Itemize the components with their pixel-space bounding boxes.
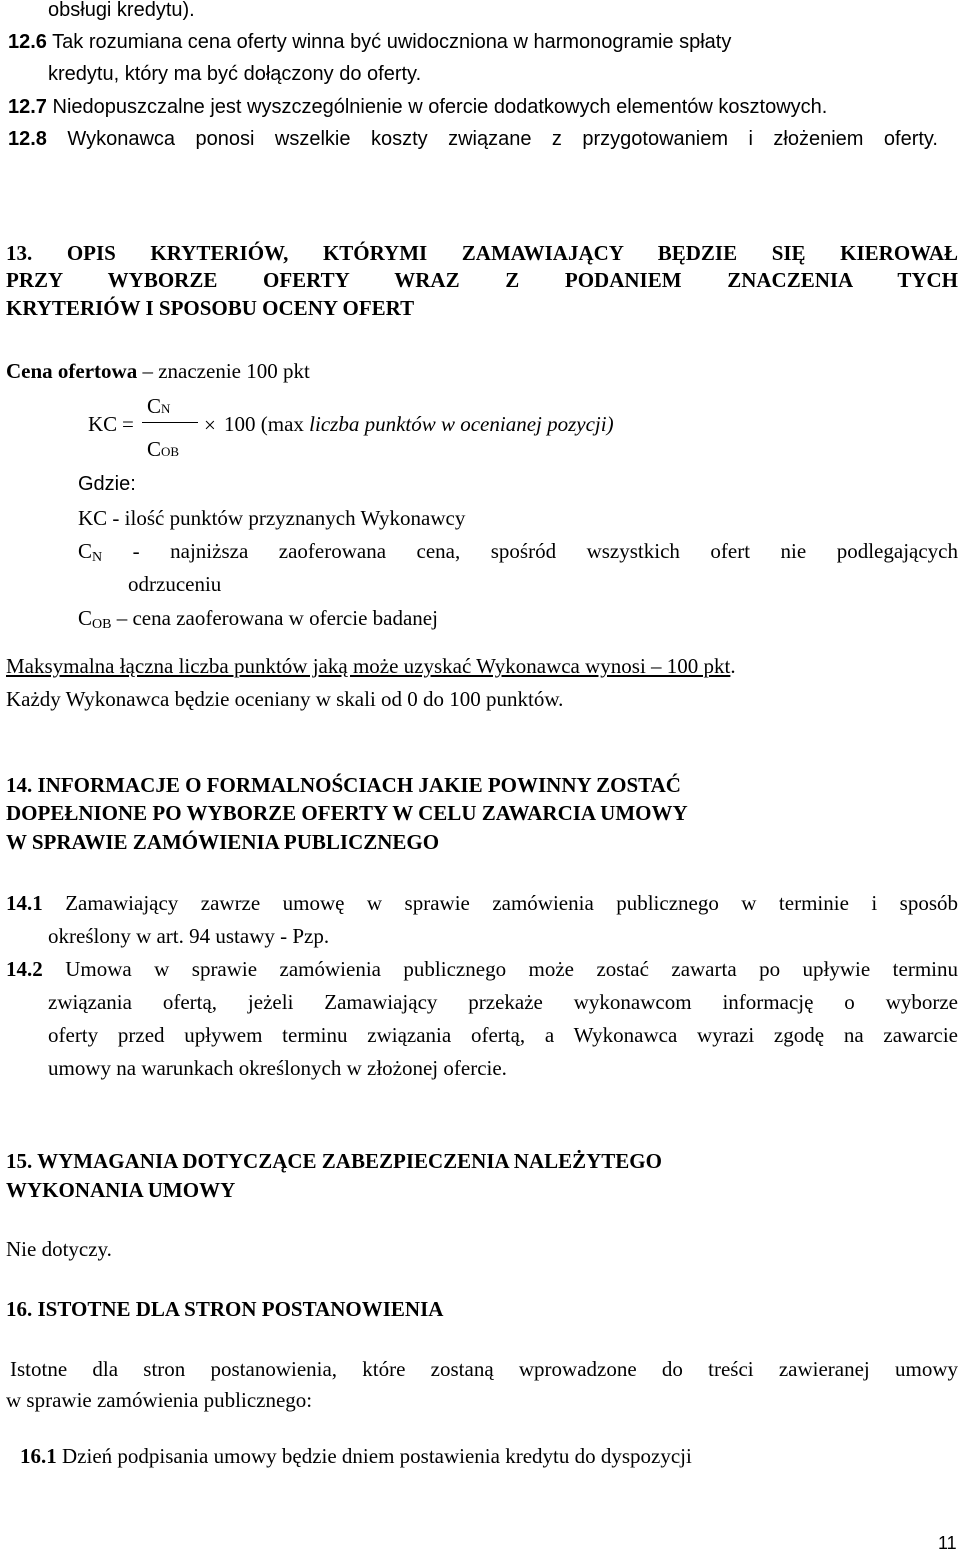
formula-denominator: COB [147,437,180,461]
item-14-1-line2: określony w art. 94 ustawy - Pzp. [48,924,330,948]
criterion-price [6,358,310,384]
formula-rest: 100 (max liczba punktów w ocenianej pozycji) [224,412,614,436]
item-12-8: 12.8 Wykonawca ponosi wszelkie koszty związane z przygotowaniem i złożeniem oferty. [8,128,938,150]
item-14-2: 14.2 Umowa w sprawie zamówienia publicznego może zostać zawarta po upływie terminu [6,957,958,981]
formula-numerator: CN [147,394,171,418]
item-14-2-line3: oferty przed upływem terminu związania ofertą, a Wykonawca wyrazi zgodę na zawarcie [48,1023,958,1047]
section-16-intro-line2: w sprawie zamówienia publicznego: [6,1388,313,1412]
formula-fraction-bar [142,422,198,423]
section-16-intro-line1: Istotne dla stron postanowienia, które zostaną wprowadzone do treści zawieranej umowy [10,1357,958,1381]
item-14-2-number: 14.2 [6,957,43,981]
section-14-heading-line2: DOPEŁNIONE PO WYBORZE OFERTY W CELU ZAWARCIA UMOWY [6,801,688,825]
section-13-heading-line3: KRYTERIÓW I SPOSOBU OCENY OFERT [6,296,415,320]
item-14-2-line4: umowy na warunkach określonych w złożonej ofercie. [48,1056,507,1080]
criterion-weight: – znaczenie 100 pkt [137,359,310,383]
section-14-heading-line1: 14. INFORMACJE O FORMALNOŚCIACH JAKIE POWINNY ZOSTAĆ [6,773,681,797]
item-14-2-line2: związania ofertą, jeżeli Zamawiający przekaże wykonawcom informację o wyborze [48,990,958,1014]
item-12-7-number: 12.7 [8,96,47,118]
where-label: Gdzie: [78,473,136,495]
section-13-heading-line1: 13. OPIS KRYTERIÓW, KTÓRYMI ZAMAWIAJĄCY BĘDZIE SIĘ KIEROWAŁ [6,241,958,265]
item-14-1-number: 14.1 [6,891,43,915]
item-12-8-number: 12.8 [8,128,47,150]
item-12-5-tail: obsługi kredytu). [48,0,195,21]
definition-cn-line2: odrzuceniu [128,572,222,596]
formula-equals: = [122,412,134,436]
section-13-heading-line2: PRZY WYBORZE OFERTY WRAZ Z PODANIEM ZNACZENIA TYCH [6,268,958,292]
scale-info: Każdy Wykonawca będzie oceniany w skali od 0 do 100 punktów. [6,687,564,711]
item-16-1-number: 16.1 [20,1444,57,1468]
definition-kc: KC - ilość punktów przyznanych Wykonawcy [78,506,466,530]
item-12-7: 12.7 Niedopuszczalne jest wyszczególnienie w ofercie dodatkowych elementów kosztowych. [8,96,828,118]
definition-cob: $C_{OB}$ – cena zaoferowana w ofercie badanej [78,606,438,632]
formula-lhs: KC [88,412,118,436]
item-12-6-line2: kredytu, który ma być dołączony do oferty. [48,63,422,85]
item-14-1: 14.1 Zamawiający zawrze umowę w sprawie zamówienia publicznego w terminie i sposób [6,891,958,915]
item-12-6-line1: 12.6 Tak rozumiana cena oferty winna być uwidoczniona w harmonogramie spłaty [8,31,732,53]
max-points: Maksymalna łączna liczba punktów jaką może uzyskać Wykonawca wynosi – 100 pkt. [6,654,736,678]
section-15-text: Nie dotyczy. [6,1237,112,1261]
criterion-name: Cena ofertowa [6,359,138,383]
section-15-heading-line2: WYKONANIA UMOWY [6,1178,236,1202]
definition-cn: $C_N$ - najniższa zaoferowana cena, spośród wszystkich ofert nie podlegających [78,539,958,565]
section-14-heading-line3: W SPRAWIE ZAMÓWIENIA PUBLICZNEGO [6,830,440,854]
item-16-1: 16.1 Dzień podpisania umowy będzie dniem postawienia kredytu do dyspozycji [20,1444,692,1468]
section-16-heading: 16. ISTOTNE DLA STRON POSTANOWIENIA [6,1297,444,1321]
page-number: 11 [938,1533,957,1553]
formula-times: × [204,413,216,437]
item-12-6-number: 12.6 [8,31,47,53]
section-15-heading-line1: 15. WYMAGANIA DOTYCZĄCE ZABEZPIECZENIA NALEŻYTEGO [6,1149,662,1173]
